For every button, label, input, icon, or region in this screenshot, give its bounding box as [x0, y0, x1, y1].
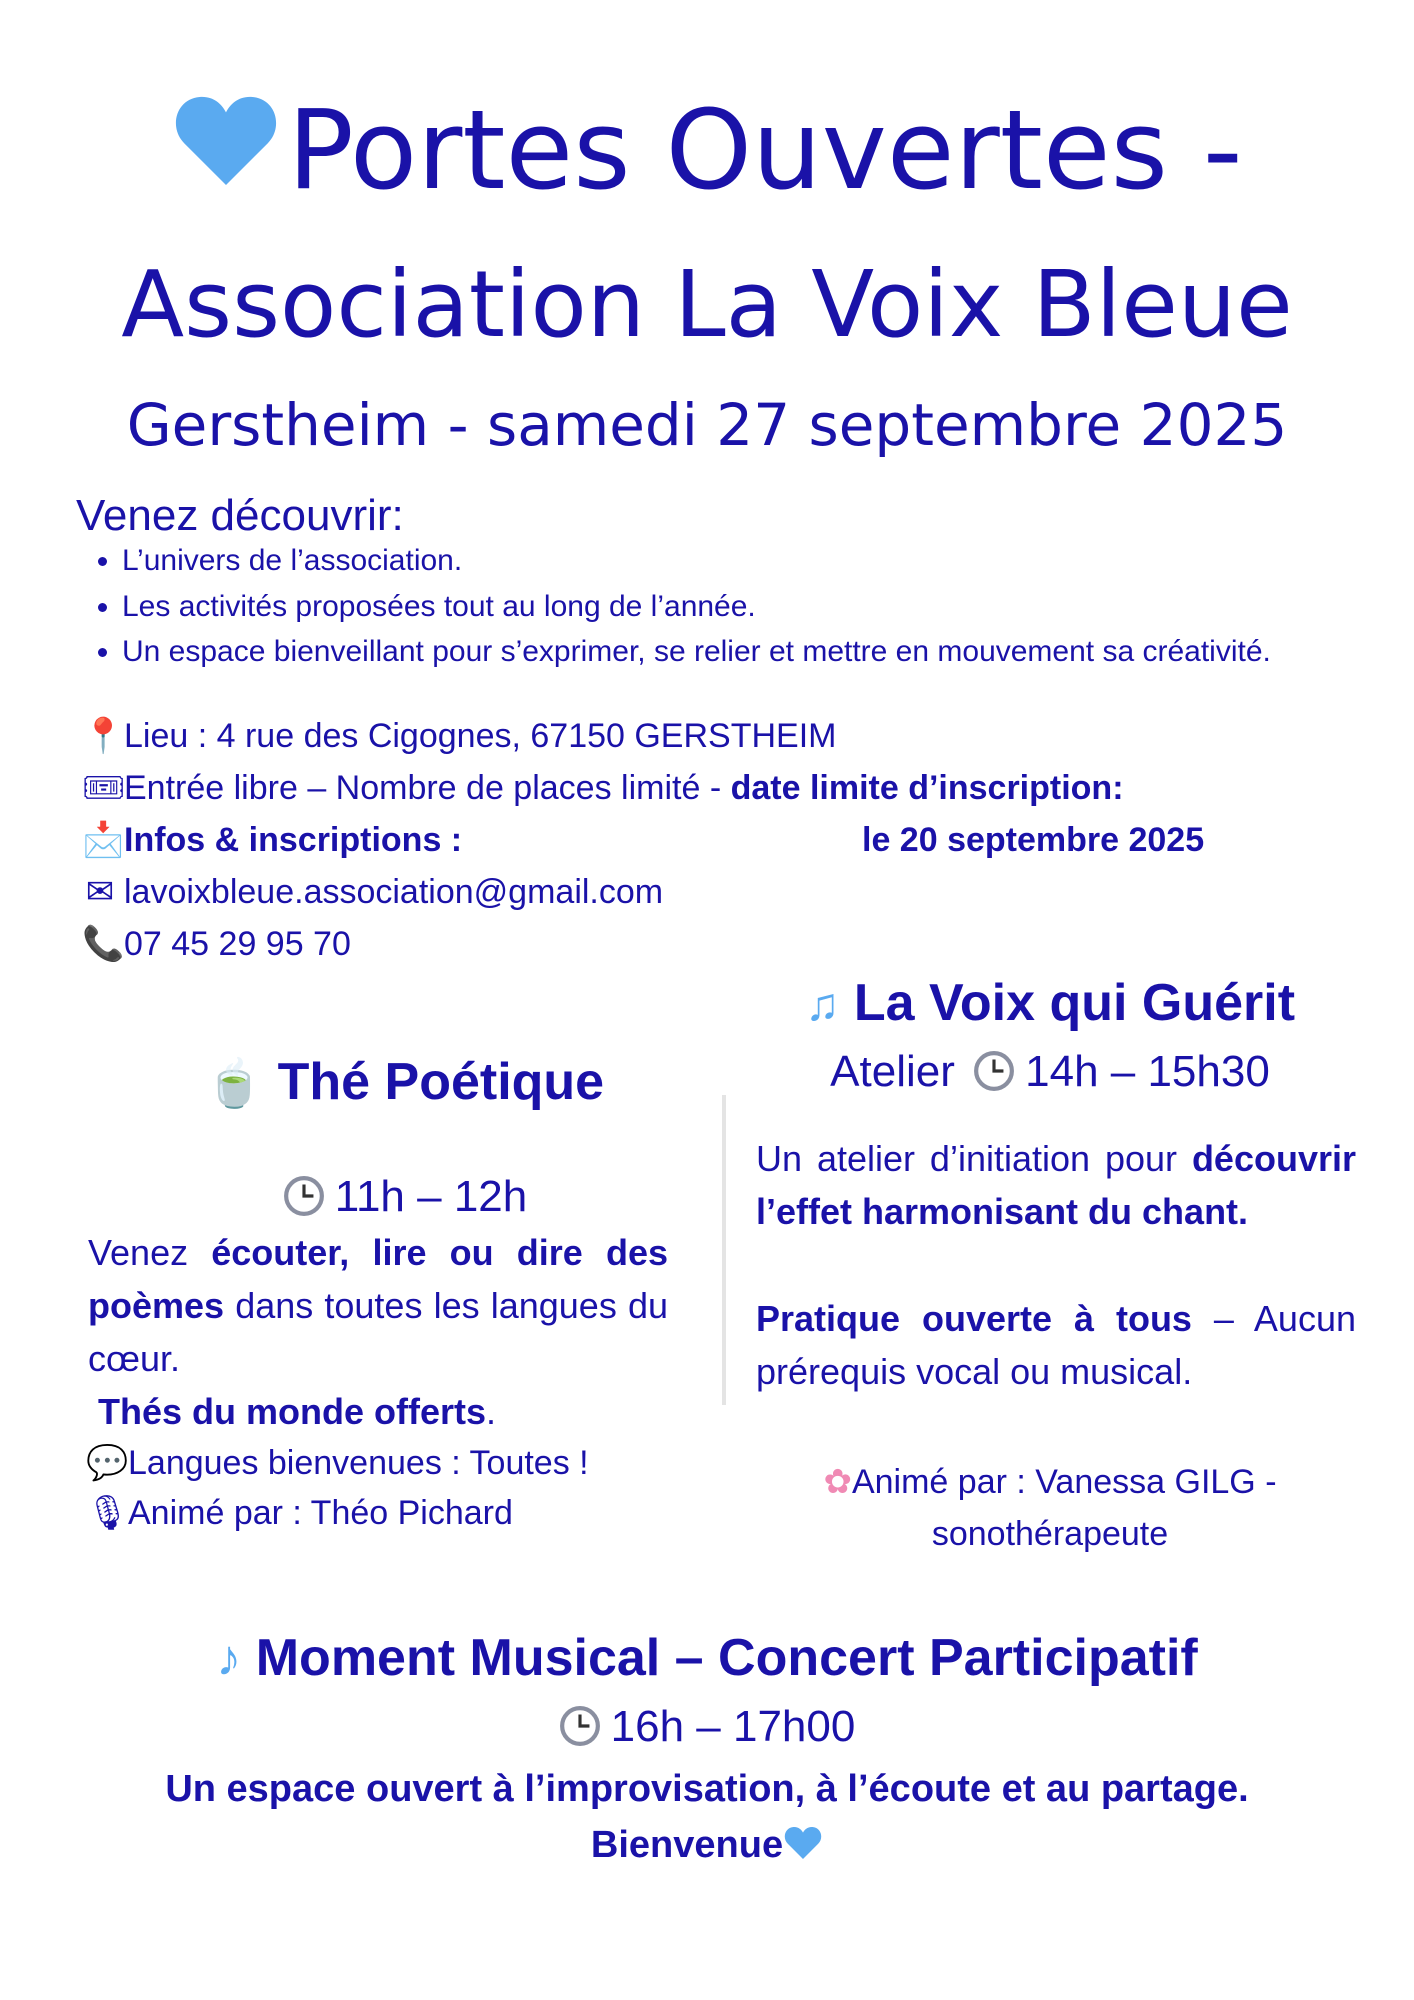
- clock-icon: [973, 1050, 1015, 1092]
- anime-line-2: sonothérapeute: [931, 1515, 1169, 1553]
- offer-text: .: [486, 1391, 497, 1432]
- moment-musical-title-text: Moment Musical – Concert Participatif: [255, 1629, 1198, 1687]
- tea-icon: 🍵: [205, 1057, 264, 1109]
- email-link[interactable]: lavoixbleue.association@gmail.com: [124, 873, 664, 911]
- pin-icon: 📍: [82, 717, 125, 755]
- voix-guerit-anime: [740, 1456, 1360, 1560]
- voix-guerit-title-text: La Voix qui Guérit: [853, 974, 1296, 1032]
- desc-text: Un atelier d’initiation pour: [756, 1138, 1192, 1179]
- infos-label: Infos & inscriptions :: [124, 821, 463, 859]
- desc-bold: découvrir l’effet harmonisant du chant.: [756, 1138, 1356, 1232]
- column-divider: [722, 1095, 726, 1405]
- practice-text: – Aucun prérequis vocal ou musical.: [756, 1298, 1356, 1392]
- intro-bullets: [90, 538, 1372, 674]
- inbox-icon: 📩: [82, 821, 125, 859]
- ticket-icon: 🎟: [82, 769, 126, 807]
- title-line-1: [0, 85, 1414, 215]
- email-line: [82, 870, 663, 914]
- desc-text: dans toutes les langues du cœur.: [88, 1285, 668, 1379]
- lieu-text: Lieu : 4 rue des Cigognes, 67150 GERSTHEIM: [124, 717, 837, 755]
- voix-guerit-desc: [756, 1132, 1356, 1238]
- desc-text: Venez: [88, 1232, 212, 1273]
- entree-text: Entrée libre – Nombre de places limité -: [124, 769, 731, 807]
- title-text-1: Portes Ouvertes -: [287, 86, 1243, 214]
- clock-icon: [283, 1175, 325, 1217]
- voix-guerit-title: [740, 973, 1360, 1034]
- deadline-label: date limite d’inscription:: [730, 769, 1124, 807]
- entree-line: [82, 766, 1124, 810]
- the-poetique-offer: [98, 1385, 496, 1438]
- blue-heart-icon: [171, 86, 281, 196]
- moment-musical-line-2: [0, 1818, 1414, 1872]
- date-line: Gerstheim - samedi 27 septembre 2025: [126, 391, 1288, 459]
- music-notes-icon: ♫: [804, 978, 840, 1030]
- practice-bold: Pratique ouverte à tous: [756, 1298, 1192, 1339]
- blossom-icon: ✿: [823, 1463, 852, 1501]
- envelope-icon: ✉: [85, 873, 115, 911]
- clock-icon: [559, 1705, 601, 1747]
- desc-bold: écouter, lire ou dire des poèmes: [88, 1232, 669, 1326]
- infos-line: [82, 818, 462, 862]
- blue-heart-icon: [783, 1823, 823, 1863]
- intro-bullet: • L’univers de l’association.: [122, 538, 1372, 584]
- anime-text: Animé par : Théo Pichard: [128, 1494, 513, 1532]
- title-line-2: Association La Voix Bleue: [121, 251, 1293, 358]
- the-poetique-desc: [88, 1226, 668, 1385]
- moment-musical-line-1: Un espace ouvert à l’improvisation, à l’écoute et au partage.: [165, 1768, 1249, 1810]
- moment-musical-title: [0, 1628, 1414, 1688]
- moment-musical-time: [0, 1700, 1414, 1754]
- intro-bullet: • Un espace bienveillant pour s’exprimer, se relier et mettre en mouvement sa créativité.: [122, 630, 1372, 674]
- moment-musical-time-text: 16h – 17h00: [610, 1702, 856, 1751]
- the-poetique-time-text: 11h – 12h: [334, 1172, 528, 1221]
- offer-bold: Thés du monde offerts: [98, 1391, 487, 1432]
- microphone-icon: 🎙: [86, 1494, 130, 1532]
- deadline-date: le 20 septembre 2025: [862, 821, 1205, 859]
- the-poetique-time: [80, 1170, 730, 1224]
- intro-bullet: • Les activités proposées tout au long de l’année.: [122, 584, 1372, 630]
- anime-line-1: Animé par : Vanessa GILG -: [851, 1463, 1277, 1501]
- voix-guerit-time-text: 14h – 15h30: [1025, 1047, 1270, 1096]
- voix-guerit-time: [740, 1045, 1360, 1099]
- langues-text: Langues bienvenues : Toutes !: [128, 1444, 589, 1482]
- voix-guerit-practice: [756, 1292, 1356, 1398]
- bienvenue-text: Bienvenue: [590, 1824, 784, 1866]
- phone-line: [82, 922, 351, 966]
- the-poetique-title-text: Thé Poétique: [277, 1053, 605, 1111]
- intro-heading: Venez découvrir:: [76, 491, 404, 540]
- atelier-label: Atelier: [830, 1047, 955, 1096]
- music-note-icon: ♪: [216, 1630, 242, 1686]
- the-poetique-title: [80, 1052, 730, 1113]
- langues-line: [86, 1438, 589, 1488]
- phone-number[interactable]: 07 45 29 95 70: [124, 925, 351, 963]
- phone-icon: 📞: [82, 925, 125, 963]
- anime-line: [86, 1488, 513, 1538]
- lieu-line: [82, 714, 837, 758]
- speech-bubble-icon: 💬: [86, 1444, 129, 1482]
